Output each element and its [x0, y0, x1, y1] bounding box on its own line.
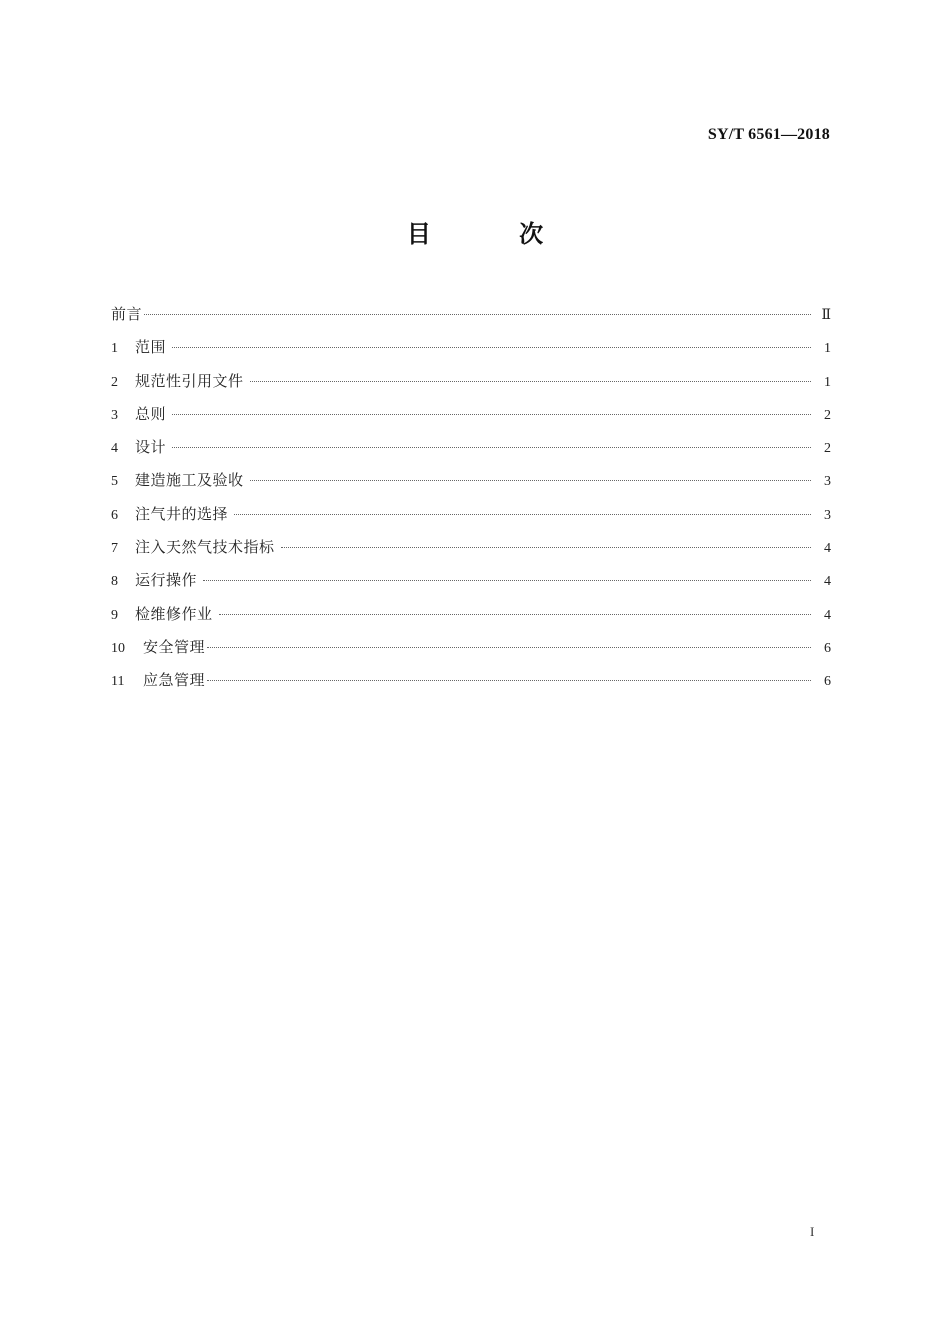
dot-leader [207, 647, 811, 648]
dot-leader [144, 314, 811, 315]
toc-entry-page: 1 [824, 374, 831, 390]
dot-leader [250, 480, 811, 481]
dot-leader [172, 414, 811, 415]
toc-entry-page: Ⅱ [821, 308, 831, 323]
page-title: 目 次 [406, 220, 584, 248]
toc-entry-preface[interactable] [111, 303, 831, 336]
toc-entry-page: 2 [824, 407, 831, 423]
page-number: I [810, 1224, 815, 1239]
toc-entry[interactable] [111, 370, 831, 403]
table-of-contents [111, 303, 831, 703]
toc-entry-title: 运行操作 [135, 571, 198, 590]
toc-entry-page: 4 [824, 607, 831, 623]
toc-entry-page: 6 [824, 640, 831, 656]
toc-entry[interactable] [111, 336, 831, 369]
toc-entry-title: 安全管理 [143, 637, 206, 656]
toc-entry-page: 1 [824, 341, 831, 357]
dot-leader [207, 680, 811, 681]
toc-entry-title: 注气井的选择 [135, 504, 229, 523]
toc-entry[interactable] [111, 436, 831, 469]
toc-entry-number: 3 [111, 407, 118, 423]
toc-entry[interactable] [111, 603, 831, 636]
toc-entry-number: 6 [111, 507, 118, 523]
toc-entry-title: 应急管理 [143, 671, 206, 690]
toc-entry-number: 5 [111, 474, 118, 490]
dot-leader [219, 614, 811, 615]
dot-leader [203, 580, 811, 581]
toc-entry-title: 注入天然气技术指标 [135, 538, 275, 557]
toc-entry-page: 3 [824, 474, 831, 490]
dot-leader [172, 447, 811, 448]
toc-entry-title: 设计 [135, 438, 167, 457]
toc-entry[interactable] [111, 669, 831, 702]
toc-entry[interactable] [111, 403, 831, 436]
toc-entry-number: 4 [111, 441, 118, 457]
toc-entry-title: 检维修作业 [135, 604, 213, 623]
toc-entry-title: 建造施工及验收 [135, 471, 244, 490]
toc-entry[interactable] [111, 536, 831, 569]
toc-entry-title: 规范性引用文件 [135, 371, 244, 390]
dot-leader [281, 547, 811, 548]
dot-leader [250, 381, 811, 382]
toc-entry-page: 3 [824, 507, 831, 523]
toc-entry-number: 10 [111, 640, 125, 656]
dot-leader [172, 347, 811, 348]
toc-entry-page: 4 [824, 574, 831, 590]
toc-entry-number: 7 [111, 541, 118, 557]
toc-entry[interactable] [111, 469, 831, 502]
toc-entry-number: 11 [111, 674, 125, 690]
toc-entry[interactable] [111, 569, 831, 602]
dot-leader [234, 514, 811, 515]
toc-entry[interactable] [111, 636, 831, 669]
toc-entry-page: 4 [824, 541, 831, 557]
toc-entry-page: 2 [824, 441, 831, 457]
standard-code: SY/T 6561—2018 [707, 126, 830, 143]
toc-entry-number: 2 [111, 374, 118, 390]
toc-entry-title: 范围 [135, 338, 167, 357]
toc-entry[interactable] [111, 503, 831, 536]
toc-entry-number: 9 [111, 607, 118, 623]
toc-entry-title: 前言 [111, 305, 143, 323]
toc-entry-title: 总则 [135, 404, 167, 423]
toc-entry-page: 6 [824, 674, 831, 690]
toc-entry-number: 8 [111, 574, 118, 590]
toc-entry-number: 1 [111, 341, 118, 357]
